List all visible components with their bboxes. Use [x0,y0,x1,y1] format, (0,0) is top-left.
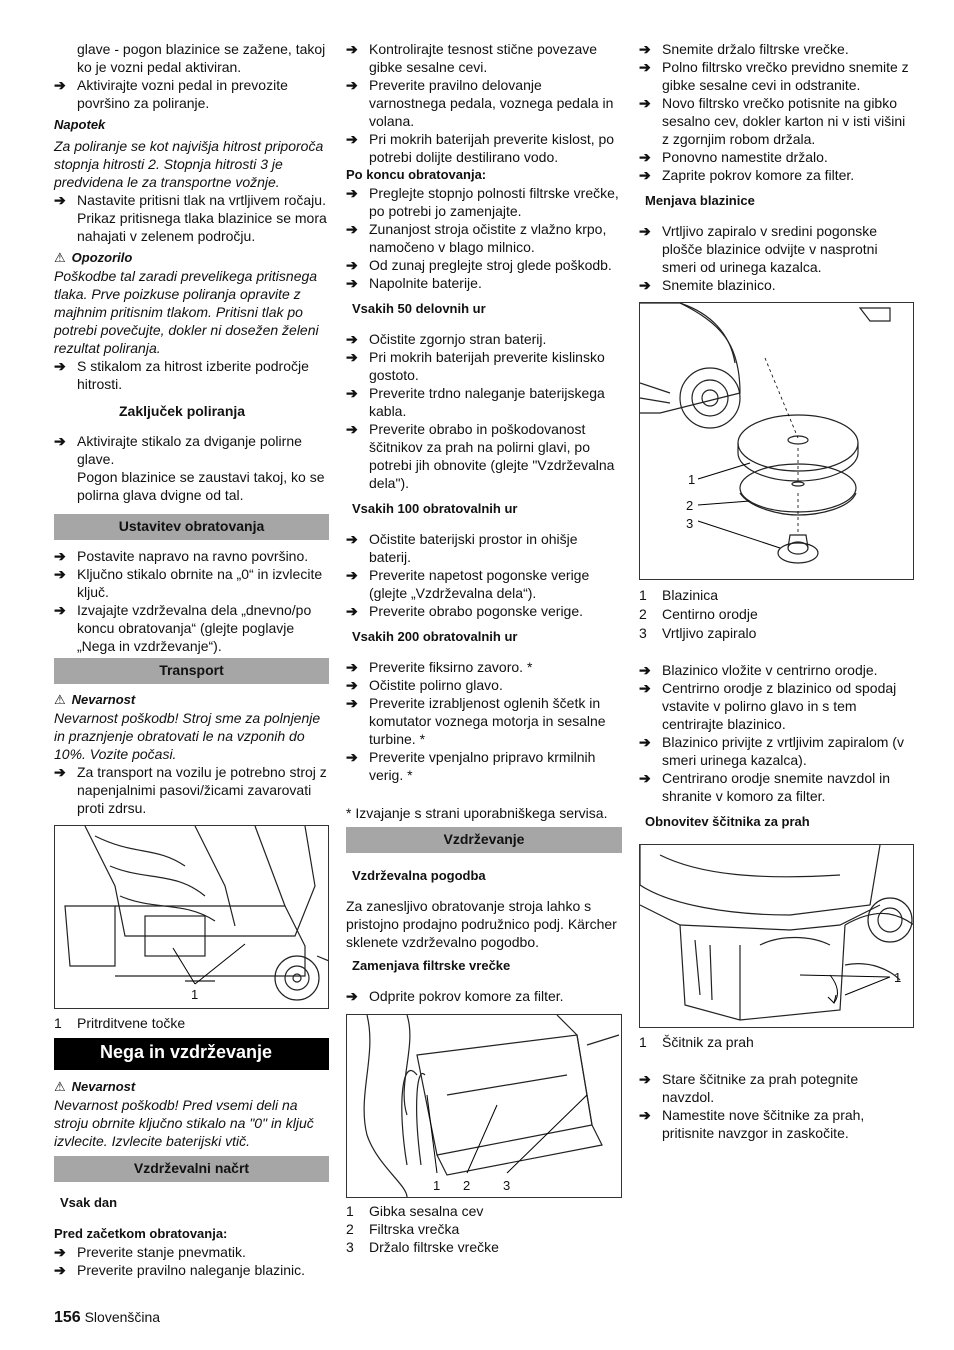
arrow-icon: ➔ [639,149,651,165]
contract-text: Za zanesljivo obratovanje stroja lahko s pristojno prodajno podružnico podj. Kärcher sklenete vzdrževalno pogodbo. [346,898,617,950]
arrow-icon: ➔ [639,223,651,239]
bullet-item: ➔ Snemite blazinico. [639,277,776,293]
figure-callout: 1 [688,472,696,487]
pad-exploded-illustration [640,303,914,579]
bullet-item: ➔ Od zunaj preglejte stroj glede poškodb. [346,257,612,273]
arrow-icon: ➔ [54,1244,66,1260]
bullet-item: ➔ Nastavite pritisni tlak na vrtljivem ročaju. [54,192,326,208]
arrow-icon: ➔ [346,603,358,619]
column-1 [54,40,329,1279]
bullet-item: ➔ Preverite trdno naleganje baterijskega kabla. [346,385,605,419]
figure-tie-down-points [54,825,329,1009]
arrow-icon: ➔ [346,221,358,237]
figure-callout: 1 [894,970,902,985]
bullet-item: ➔ Preverite vpenjalno pripravo krmilnih verig. * [346,749,596,783]
bullet-item: ➔ Pri mokrih baterijah preverite kislost, po potrebi dolijte destilirano vodo. [346,131,615,165]
legend-item: 1 Blazinica [639,587,719,603]
arrow-icon: ➔ [54,548,66,564]
bullet-item: ➔ Izvajajte vzdrževalna dela „dnevno/po koncu obratovanja“ (glejte poglavje „Nega in vzdrževanje“). [54,602,312,654]
arrow-icon: ➔ [346,695,358,711]
chapter-heading: Nega in vzdrževanje [54,1038,329,1070]
bullet-item: ➔ Preverite pravilno delovanje varnostnega pedala, voznega pedala in volana. [346,77,614,129]
bullet-item: ➔ Ponovno namestite držalo. [639,149,828,165]
arrow-icon: ➔ [346,131,358,147]
bullet-item: ➔ Postavite napravo na ravno površino. [54,548,309,564]
bullet-item: ➔ Preverite stanje pnevmatik. [54,1244,246,1260]
bullet-item: ➔ Očistite zgornjo stran baterij. [346,331,547,347]
warning-triangle-icon: ⚠ [54,692,66,707]
subsection-heading: Obnovitev ščitnika za prah [645,814,810,829]
bullet-item: ➔ Blazinico vložite v centrirno orodje. [639,662,878,678]
arrow-icon: ➔ [346,275,358,291]
subsection-heading: Vzdrževalna pogodba [352,868,486,883]
arrow-icon: ➔ [346,659,358,675]
figure-dust-guard [639,844,914,1028]
arrow-icon: ➔ [346,77,358,93]
footer-language: Slovenščina [84,1309,161,1325]
subsection-heading: Menjava blazinice [645,193,755,208]
legend-item: 1 Ščitnik za prah [639,1034,754,1050]
arrow-icon: ➔ [639,770,651,786]
subsection-heading: Vsakih 200 obratovalnih ur [352,629,518,644]
figure-callout: 2 [686,498,694,513]
legend-item: 3 Vrtljivo zapiralo [639,625,757,641]
subsection-heading: Pred začetkom obratovanja: [54,1226,228,1241]
figure-callout: 2 [463,1178,471,1193]
arrow-icon: ➔ [54,358,66,374]
arrow-icon: ➔ [346,331,358,347]
arrow-icon: ➔ [639,680,651,696]
bullet-item: ➔ Preverite obrabo pogonske verige. [346,603,584,619]
section-heading: Zaključek poliranja [119,403,246,419]
page-number: 156 [54,1309,81,1326]
subsection-heading: Zamenjava filtrske vrečke [352,958,511,973]
legend-item: 2 Filtrska vrečka [346,1221,460,1237]
arrow-icon: ➔ [639,167,651,183]
arrow-icon: ➔ [639,1107,651,1123]
subsection-heading: Vsak dan [60,1195,118,1210]
arrow-icon: ➔ [639,59,651,75]
arrow-icon: ➔ [54,433,66,449]
arrow-icon: ➔ [639,1071,651,1087]
bullet-item: ➔ Pri mokrih baterijah preverite kislinsko gostoto. [346,349,605,383]
arrow-icon: ➔ [54,1262,66,1278]
section-bar: Ustavitev obratovanja [54,514,329,542]
arrow-icon: ➔ [54,192,66,208]
page-footer [54,1308,160,1327]
danger-heading: ⚠ Nevarnost [54,692,136,707]
arrow-icon: ➔ [346,41,358,57]
legend-item: 3 Držalo filtrske vrečke [346,1239,499,1255]
bullet-item: ➔ Stare ščitnike za prah potegnite navzdol. [639,1071,859,1105]
bullet-item: ➔ Centrirano orodje snemite navzdol in shranite v komoro za filter. [639,770,891,804]
text-continuation: Pogon blazinice se zaustavi takoj, ko se polirna glava dvigne od tal. [77,469,325,503]
figure-callout: 1 [191,987,199,1002]
section-bar: Transport [54,658,329,686]
bullet-item: ➔ Centrirno orodje z blazinico od spodaj vstavite v polirno glavo in s tem centrirajte blazinico. [639,680,897,732]
bullet-item: ➔ S stikalom za hitrost izberite področje hitrosti. [54,358,309,392]
bullet-item: ➔ Za transport na vozilu je potrebno stroj z napenjalnimi pasovi/žicami zavarovati proti zdrsu. [54,764,327,816]
bullet-item: ➔ Preverite obrabo in poškodovanost ščitnikov za prah na polirni glavi, po potrebi jih obnovite (glejte "Vzdrževalna dela"). [346,421,615,491]
bullet-item: ➔ Aktivirajte stikalo za dviganje polirne glave. [54,433,302,467]
arrow-icon: ➔ [54,566,66,582]
arrow-icon: ➔ [346,257,358,273]
danger-text: Nevarnost poškodb! Stroj sme za polnjenje in praznjenje obratovati le na vzponih do 10%. Vozite počasi. [54,710,321,762]
bullet-item: ➔ Zaprite pokrov komore za filter. [639,167,855,183]
arrow-icon: ➔ [346,567,358,583]
arrow-icon: ➔ [346,749,358,765]
bullet-item: ➔ Novo filtrsko vrečko potisnite na gibko sesalno cev, dokler karton ni v isti višini z zgornjim robom držala. [639,95,906,147]
figure-callout: 3 [503,1178,511,1193]
arrow-icon: ➔ [346,421,358,437]
text-continuation: Prikaz pritisnega tlaka blazinice se mora nahajati v zelenem področju. [77,210,327,244]
section-bar: Vzdrževalni načrt [54,1156,329,1184]
column-2 [346,40,622,1256]
dust-guard-illustration [640,845,914,1027]
warning-triangle-icon: ⚠ [54,250,66,265]
arrow-icon: ➔ [639,734,651,750]
figure-filter-bag [346,1014,622,1198]
text-continuation: glave - pogon blazinice se zažene, takoj ko je vozni pedal aktiviran. [77,41,326,75]
legend-item: 1 Pritrditvene točke [54,1015,186,1031]
subsection-heading: Po koncu obratovanja: [346,167,487,182]
subsection-heading: Vsakih 100 obratovalnih ur [352,501,518,516]
filter-bag-illustration [347,1015,621,1197]
figure-pad-change [639,302,914,580]
warning-text: Poškodbe tal zaradi prevelikega pritisnega tlaka. Prve poizkuse poliranja opravite z majhnim pritisnim tlakom. Pritisni tlak po potrebi povečujte, dokler ni dosežen želeni rezultat poliranja. [54,268,319,356]
arrow-icon: ➔ [639,277,651,293]
bullet-item: ➔ Namestite nove ščitnike za prah, pritisnite navzgor in zaskočite. [639,1107,865,1141]
legend-item: 2 Centirno orodje [639,606,758,622]
figure-callout: 3 [686,516,694,531]
bullet-item: ➔ Napolnite baterije. [346,275,482,291]
machine-illustration [55,826,329,1008]
arrow-icon: ➔ [54,602,66,618]
bullet-item: ➔ Ključno stikalo obrnite na „0“ in izvlecite ključ. [54,566,323,600]
bullet-item: ➔ Zunanjost stroja očistite z vlažno krpo, namočeno v blago milnico. [346,221,607,255]
bullet-item: ➔ Preverite pravilno naleganje blazinic. [54,1262,306,1278]
bullet-item: ➔ Polno filtrsko vrečko previdno snemite z gibke sesalne cevi in odstranite. [639,59,909,93]
bullet-item: ➔ Blazinico privijte z vrtljivim zapiralom (v smeri urinega kazalca). [639,734,904,768]
bullet-item: ➔ Očistite polirno glavo. [346,677,503,693]
danger-heading: ⚠ Nevarnost [54,1079,136,1094]
warning-heading: ⚠ Opozorilo [54,250,133,265]
figure-callout: 1 [433,1178,441,1193]
bullet-item: ➔ Preverite izrabljenost oglenih ščetk in komutator voznega motorja in sesalne turbine. * [346,695,606,747]
subsection-heading: Vsakih 50 delovnih ur [352,301,486,316]
service-note: * Izvajanje s strani uporabniškega servisa. [346,805,608,821]
bullet-item: ➔ Snemite držalo filtrske vrečke. [639,41,849,57]
bullet-item: ➔ Kontrolirajte tesnost stične povezave gibke sesalne cevi. [346,41,598,75]
arrow-icon: ➔ [346,349,358,365]
bullet-item: ➔ Preverite napetost pogonske verige (glejte „Vzdrževalna dela“). [346,567,590,601]
legend-item: 1 Gibka sesalna cev [346,1203,484,1219]
section-bar: Vzdrževanje [346,827,622,855]
arrow-icon: ➔ [639,41,651,57]
arrow-icon: ➔ [346,531,358,547]
bullet-item: ➔ Preverite fiksirno zavoro. * [346,659,533,675]
arrow-icon: ➔ [54,764,66,780]
arrow-icon: ➔ [639,95,651,111]
bullet-item: ➔ Odprite pokrov komore za filter. [346,988,564,1004]
note-text: Za poliranje se kot najvišja hitrost priporoča stopnja hitrosti 2. Stopnja hitrosti 3 je predvidena le za transportne vožnje. [54,138,324,190]
arrow-icon: ➔ [346,988,358,1004]
arrow-icon: ➔ [346,185,358,201]
note-title: Napotek [54,117,106,132]
column-3 [639,40,914,1142]
danger-text: Nevarnost poškodb! Pred vsemi deli na stroju obrnite ključno stikalo na "0" in ključ izvlecite. Izvlecite baterijski vtič. [54,1097,314,1149]
bullet-item: ➔ Preglejte stopnjo polnosti filtrske vrečke, po potrebi jo zamenjajte. [346,185,619,219]
arrow-icon: ➔ [54,77,66,93]
warning-triangle-icon: ⚠ [54,1079,66,1094]
bullet-item: ➔ Aktivirajte vozni pedal in prevozite površino za poliranje. [54,77,288,111]
bullet-item: ➔ Očistite baterijski prostor in ohišje baterij. [346,531,578,565]
arrow-icon: ➔ [346,677,358,693]
bullet-item: ➔ Vrtljivo zapiralo v sredini pogonske plošče blazinice odvijte v nasprotni smeri od urinega kazalca. [639,223,878,275]
arrow-icon: ➔ [639,662,651,678]
arrow-icon: ➔ [346,385,358,401]
